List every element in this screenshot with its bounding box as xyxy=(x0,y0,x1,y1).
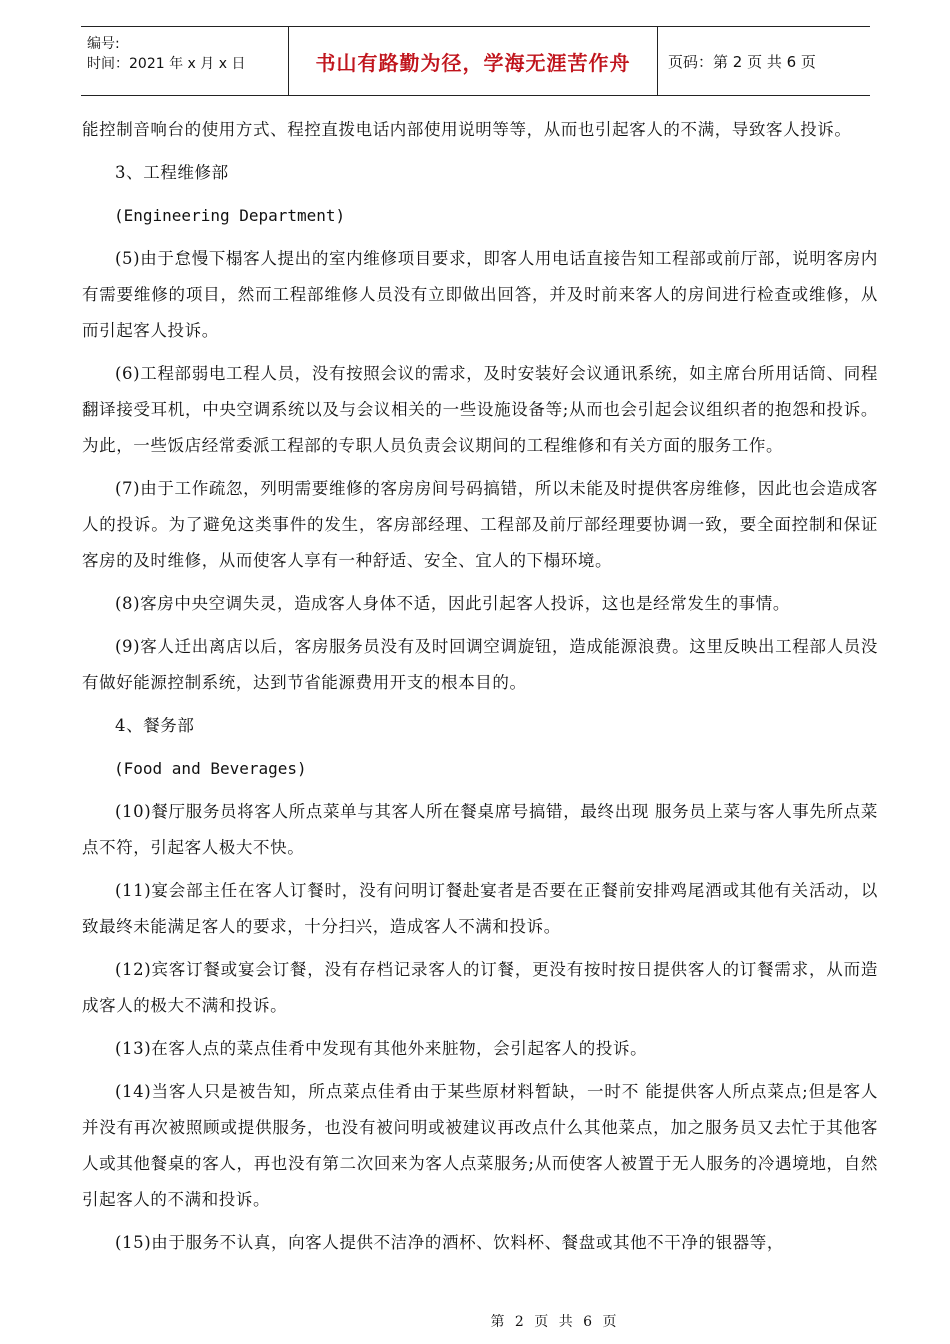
paragraph: (6)工程部弱电工程人员，没有按照会议的需求，及时安装好会议通讯系统，如主席台所用话筒、同程翻译接受耳机，中央空调系统以及与会议相关的一些设施设备等;从而也会引起会议组织者的抱怨和投诉。为此，一些饭店经常委派工程部的专职人员负责会议期间的工程维修和有关方面的服务工作。 xyxy=(82,364,878,455)
section-english-title: (Engineering Department) xyxy=(114,206,346,225)
section-english-title: (Food and Beverages) xyxy=(114,759,307,778)
footer-page-number: 第 2 页 共 6 页 xyxy=(490,1314,620,1330)
paragraph: (8)客房中央空调失灵，造成客人身体不适，因此引起客人投诉，这也是经常发生的事情。 xyxy=(115,594,790,613)
header-page-info: 页码：第 2 页 共 6 页 xyxy=(658,27,871,96)
document-body xyxy=(82,112,878,1268)
page-footer xyxy=(0,1311,950,1331)
paragraph: (7)由于工作疏忽，列明需要维修的客房房间号码搞错，所以未能及时提供客房维修，因此也会造成客人的投诉。为了避免这类事件的发生，客房部经理、工程部及前厅部经理要协调一致，要全面控制和保证客房的及时维修，从而使客人享有一种舒适、安全、宜人的下榻环境。 xyxy=(82,479,878,570)
paragraph: 能控制音响台的使用方式、程控直拨电话内部使用说明等等，从而也引起客人的不满，导致客人投诉。 xyxy=(82,120,852,139)
paragraph: (11)宴会部主任在客人订餐时，没有问明订餐赴宴者是否要在正餐前安排鸡尾酒或其他有关活动，以致最终未能满足客人的要求，十分扫兴，造成客人不满和投诉。 xyxy=(82,881,878,936)
section-heading: 3、工程维修部 xyxy=(115,163,229,182)
header-motto: 书山有路勤为径，学海无涯苦作舟 xyxy=(289,27,658,96)
paragraph: (12)宾客订餐或宴会订餐，没有存档记录客人的订餐，更没有按时按日提供客人的订餐需求，从而造成客人的极大不满和投诉。 xyxy=(82,960,878,1015)
header-table xyxy=(81,26,870,96)
paragraph: (13)在客人点的菜点佳肴中发现有其他外来脏物，会引起客人的投诉。 xyxy=(115,1039,648,1058)
header-meta xyxy=(81,27,289,96)
paragraph: (10)餐厅服务员将客人所点菜单与其客人所在餐桌席号搞错，最终出现 服务员上菜与客人事先所点菜点不符，引起客人极大不快。 xyxy=(82,802,878,857)
paragraph: (9)客人迁出离店以后，客房服务员没有及时回调空调旋钮，造成能源浪费。这里反映出工程部人员没有做好能源控制系统，达到节省能源费用开支的根本目的。 xyxy=(82,637,878,692)
document-number-label: 编号: xyxy=(87,36,120,52)
paragraph: (5)由于怠慢下榻客人提出的室内维修项目要求，即客人用电话直接告知工程部或前厅部，说明客房内有需要维修的项目，然而工程部维修人员没有立即做出回答，并及时前来客人的房间进行检查或维修，从而引起客人投诉。 xyxy=(82,249,878,340)
section-heading: 4、餐务部 xyxy=(115,716,195,735)
document-date: 时间：2021 年 x 月 x 日 xyxy=(87,56,246,72)
paragraph: (15)由于服务不认真，向客人提供不洁净的酒杯、饮料杯、餐盘或其他不干净的银器等， xyxy=(115,1233,784,1252)
paragraph: (14)当客人只是被告知，所点菜点佳肴由于某些原材料暂缺，一时不 能提供客人所点菜点;但是客人并没有再次被照顾或提供服务，也没有被问明或被建议再改点什么其他菜点，加之服务员又去忙于其他客人或其他餐桌的客人，再也没有第二次回来为客人点菜服务;从而使客人被置于无人服务的冷遇境地，自然引起客人的不满和投诉。 xyxy=(82,1082,878,1209)
